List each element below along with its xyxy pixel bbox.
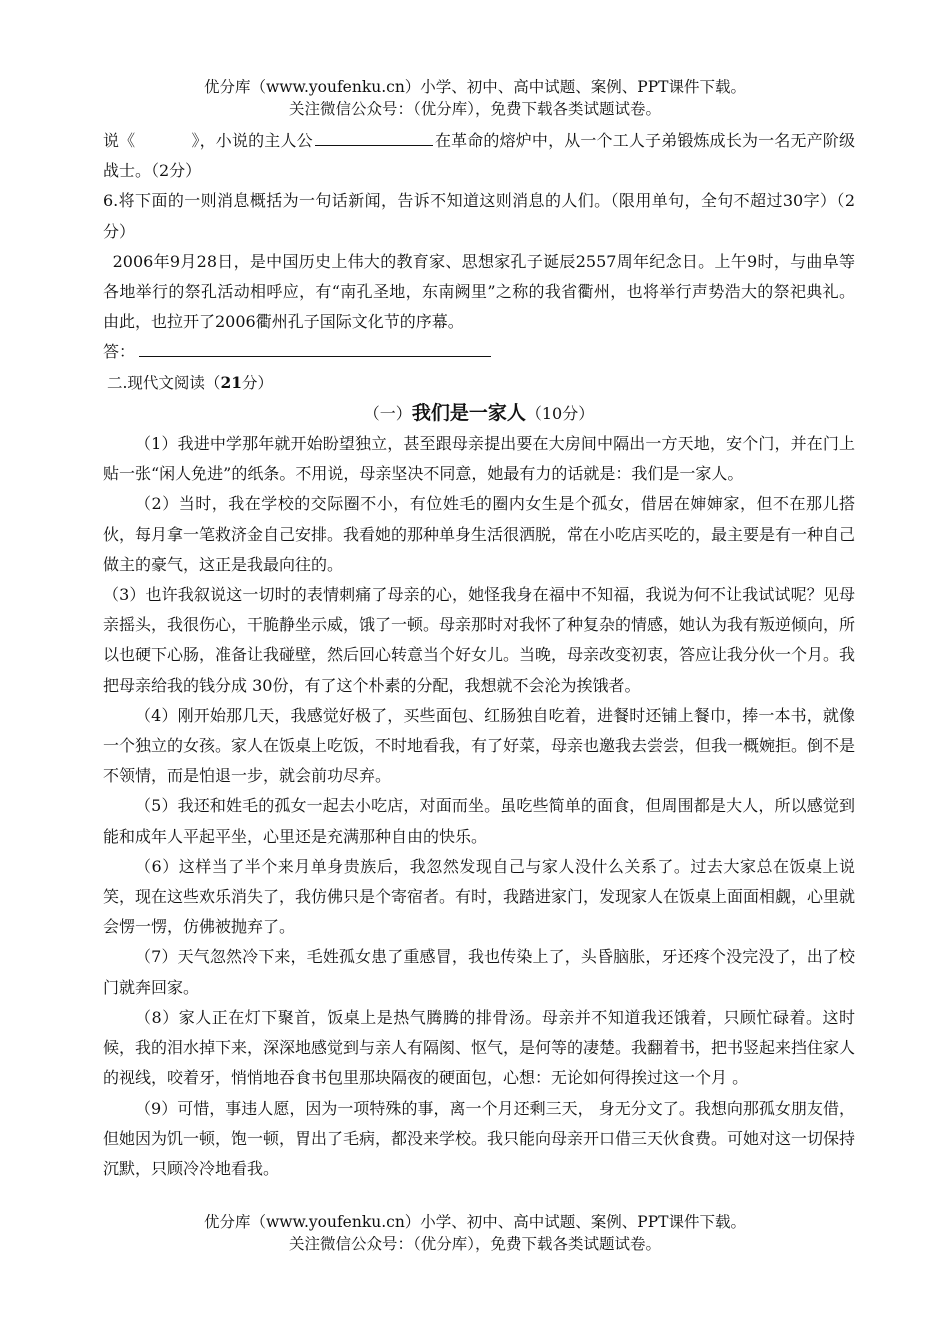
article-paragraph-2: （2）当时，我在学校的交际圈不小，有位姓毛的圈内女生是个孤女，借居在婶婶家，但不在那儿搭伙，每月拿一笔救济金自己安排。我看她的那种单身生活很洒脱，常在小吃店买吃的，最主要是有一种自己做主的豪气，这正是我最向往的。: [103, 494, 856, 574]
article-paragraph-8: （8）家人正在灯下聚首，饭桌上是热气腾腾的排骨汤。母亲并不知道我还饿着，只顾忙碌着。这时候，我的泪水掉下来，深深地感觉到与亲人有隔阂、怄气，是何等的凄楚。我翻着书，把书竖起来挡住家人的视线，咬着牙，悄悄地吞食书包里那块隔夜的硬面包，心想：无论如何得挨过这一个月 。: [103, 1007, 856, 1088]
article-paragraph-6: （6）这样当了半个来月单身贵族后，我忽然发现自己与家人没什么关系了。过去大家总在饭桌上说笑，现在这些欢乐消失了，我仿佛只是个寄宿者。有时，我踏进家门，发现家人在饭桌上面面相觑，心里就会愣一愣，仿佛被抛弃了。: [103, 856, 856, 937]
article-title-points: （10分）: [525, 403, 595, 423]
page-footer: [0, 1211, 950, 1255]
section-2-label: 二.现代文阅读（: [107, 373, 221, 392]
question-6-answer: [103, 337, 855, 367]
page-header: [0, 76, 950, 120]
footer-line-1: 优分库（www.youfenku.cn）小学、初中、高中试题、案例、PPT课件下载。: [203, 1213, 747, 1231]
footer-line-2: 关注微信公众号：（优分库），免费下载各类试题试卷。: [288, 1235, 661, 1253]
article-paragraph-3: （3）也许我叙说这一切时的表情刺痛了母亲的心，她怪我身在福中不知福，我说为何不让我试试呢？见母亲摇头，我很伤心，干脆静坐示威，饿了一顿。母亲那时对我怀了种复杂的情感，她认为我有叛逆倾向，所以也硬下心肠，准备让我碰壁，然后回心转意当个好女儿。当晚，母亲改变初衷，答应让我分伙一个月。我把母亲给我的钱分成 30份，有了这个朴素的分配，我想就不会沦为挨饿者。: [103, 585, 856, 695]
article-paragraph-4: （4）刚开始那几天，我感觉好极了，买些面包、红肠独自吃着，进餐时还铺上餐巾，捧一本书，就像一个独立的女孩。家人在饭桌上吃饭，不时地看我，有了好菜，母亲也邀我去尝尝，但我一概婉拒。倒不是不领情，而是怕退一步，就会前功尽弃。: [103, 705, 856, 786]
protagonist-blank: [315, 127, 433, 146]
article-paragraph-1: （1）我进中学那年就开始盼望独立，甚至跟母亲提出要在大房间中隔出一方天地，安个门，并在门上贴一张“闲人免进”的纸条。不用说，母亲坚决不同意，她最有力的话就是：我们是一家人。: [103, 434, 855, 484]
answer-label: 答：: [103, 342, 136, 362]
section-2-heading: [103, 368, 855, 398]
q5-text-3: 在革命的熔炉中，从一个工人子弟锻炼成长为一名无产阶级战士。（2分）: [103, 131, 855, 181]
article-title-text: 我们是一家人: [411, 401, 526, 424]
article-paragraph-5: （5）我还和姓毛的孤女一起去小吃店，对面而坐。虽吃些简单的面食，但周围都是大人，所以感觉到能和成年人平起平坐，心里还是充满那种自由的快乐。: [103, 796, 855, 846]
article-title-prefix: （一）: [363, 403, 412, 423]
question-6-prompt: 6.将下面的一则消息概括为一句话新闻，告诉不知道这则消息的人们。（限用单句，全句不超过30字）（2分）: [103, 191, 855, 241]
article-paragraph-7: （7）天气忽然冷下来，毛姓孤女患了重感冒，我也传染上了，头昏脑胀，牙还疼个没完没了，出了校门就奔回家。: [103, 947, 855, 997]
header-line-2: 关注微信公众号：（优分库），免费下载各类试题试卷。: [288, 100, 661, 118]
answer-line: [139, 338, 491, 357]
article-paragraph-9: （9）可惜，事违人愿，因为一项特殊的事，离一个月还剩三天， 身无分文了。我想向那孤女朋友借，但她因为饥一顿，饱一顿，胃出了毛病，都没来学校。我只能向母亲开口借三天伙食费。可她对这一切保持沉默，只顾冷冷地看我。: [103, 1098, 856, 1178]
section-2-points: 21: [220, 372, 243, 392]
article-title: [103, 398, 855, 429]
question-5-tail: [103, 126, 855, 186]
q5-text-1: 说《: [103, 131, 136, 150]
header-line-1: 优分库（www.youfenku.cn）小学、初中、高中试题、案例、PPT课件下载。: [203, 78, 747, 96]
section-2-label-end: 分）: [242, 373, 274, 392]
page-content: [103, 126, 855, 1184]
q5-text-2: 》，小说的主人公: [191, 131, 313, 150]
question-6-news: 2006年9月28日，是中国历史上伟大的教育家、思想家孔子诞辰2557周年纪念日。上午9时，与曲阜等各地举行的祭孔活动相呼应，有“南孔圣地，东南阙里”之称的我省衢州，也将举行声势浩大的祭祀典礼。由此，也拉开了2006衢州孔子国际文化节的序幕。: [103, 251, 855, 332]
